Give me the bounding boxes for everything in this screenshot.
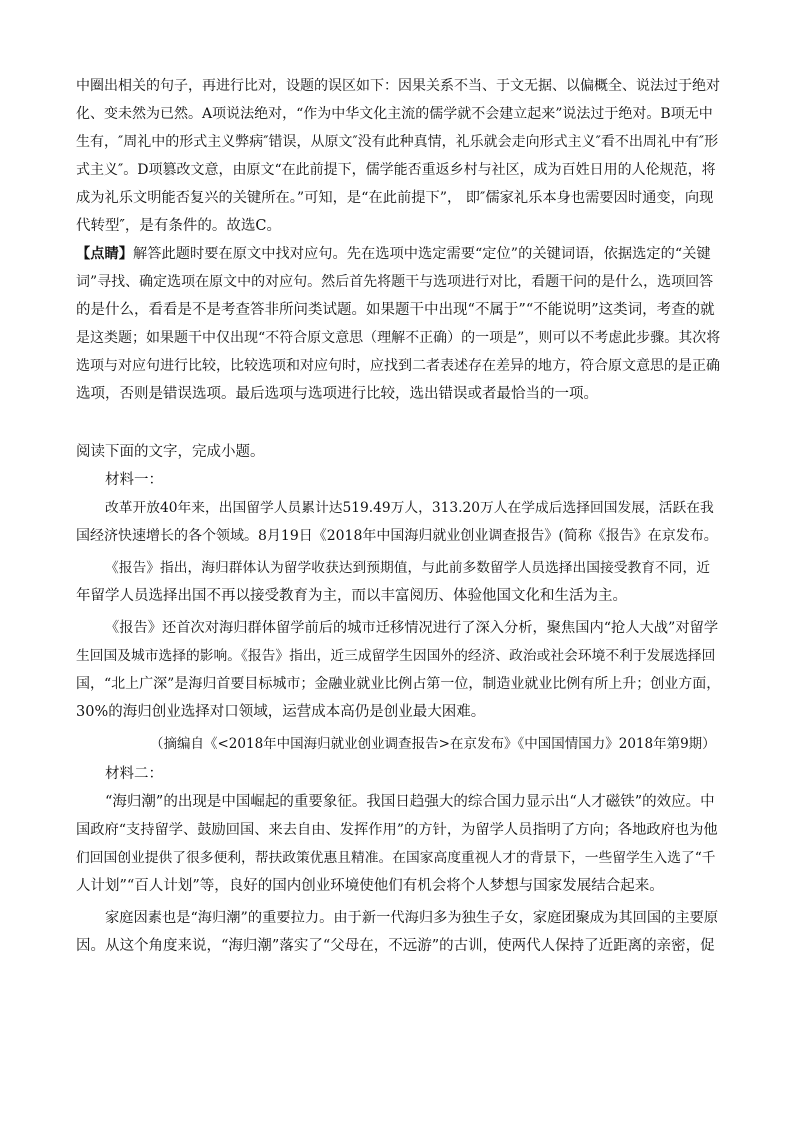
material2-p1-line: 人计划”“百人计划”等，良好的国内创业环境使他们有机会将个人梦想与国家发展结合起来。 bbox=[76, 878, 664, 894]
material2-p1-line: “海归潮”的出现是中国崛起的重要象征。我国日趋强大的综合国力显示出“人才磁铁”的效应。中 bbox=[105, 794, 715, 810]
analysis-line: 代转型″，是有条件的。故选C。 bbox=[76, 218, 282, 234]
tip-line: 词”寻找、确定选项在原文中的对应句。然后首先将题干与选项进行对比，看题干问的是什么，选项回答 bbox=[76, 274, 714, 290]
analysis-line: 式主义″。D项篡改文意，由原文“在此前提下，儒学能否重返乡村与社区，成为百姓日用的人伦规范，将 bbox=[76, 162, 716, 178]
tip-line: 是这类题；如果题干中仅出现“不符合原文意思（理解不正确）的一项是”，则可以不考虑此步骤。其次将 bbox=[76, 330, 721, 346]
analysis-line: 中圈出相关的句子，再进行比对，设题的误区如下：因果关系不当、于文无据、以偏概全、说法过于绝对 bbox=[76, 78, 720, 94]
tip-label: 【点睛】 bbox=[76, 246, 134, 262]
tip-line: 选项与对应句进行比较，比较选项和对应句时，应找到二者表述存在差异的地方，符合原文意思的是正确 bbox=[76, 358, 720, 374]
material1-p2-line: 年留学人员选择出国不再以接受教育为主，而以丰富阅历、体验他国文化和生活为主。 bbox=[76, 588, 627, 604]
material2-p1-line: 们回国创业提供了很多便利，帮扶政策优惠且精准。在国家高度重视人才的背景下，一些留学生入选了“千 bbox=[76, 850, 716, 866]
material1-p3-line: 《报告》还首次对海归群体留学前后的城市迁移情况进行了深入分析，聚焦国内“抢人大战”对留学 bbox=[105, 620, 719, 636]
material2-label: 材料二： bbox=[105, 766, 163, 782]
tip-first-line bbox=[76, 244, 711, 264]
material1-p3-line: 国，“北上广深”是海归首要目标城市；金融业就业比例占第一位，制造业就业比例有所上升；创业方面， bbox=[76, 676, 721, 692]
material1-label: 材料一： bbox=[105, 472, 163, 488]
analysis-line: 化、变未然为已然。A项说法绝对，“作为中华文化主流的儒学就不会建立起来”说法过于绝对。B项无中 bbox=[76, 106, 713, 122]
material2-p2-line: 家庭因素也是“海归潮”的重要拉力。由于新一代海归多为独生子女，家庭团聚成为其回国的主要原 bbox=[105, 910, 719, 926]
analysis-line: 成为礼乐文明能否复兴的关键所在。”可知，是“在此前提下”， 即″儒家礼乐本身也需要因时通变，向现 bbox=[76, 190, 714, 206]
material1-source: （摘编自《<2018年中国海归就业创业调查报告>在京发布》《中国国情国力》2018年第9期） bbox=[150, 736, 716, 752]
tip-line: 的是什么，看看是不是考查答非所问类试题。如果题干中出现“不属于”“不能说明”这类词，考查的就 bbox=[76, 302, 715, 318]
material2-p1-line: 国政府“支持留学、鼓励回国、来去自由、发挥作用”的方针，为留学人员指明了方向；各地政府也为他 bbox=[76, 822, 718, 838]
tip-text: 解答此题时要在原文中找对应句。先在选项中选定需要“定位”的关键词语，依据选定的“关键 bbox=[133, 246, 711, 262]
material1-p1-line: 改革开放40年来，出国留学人员累计达519.49万人，313.20万人在学成后选择回国发展，活跃在我 bbox=[105, 500, 714, 516]
reading-instruction: 阅读下面的文字，完成小题。 bbox=[76, 444, 265, 460]
material1-p1-line: 国经济快速增长的各个领域。8月19日《2018年中国海归就业创业调查报告》(简称《报告》在京发布。 bbox=[76, 528, 718, 544]
material1-p3-line: 30%的海归创业选择对口领域，运营成本高仍是创业最大困难。 bbox=[76, 704, 486, 720]
material1-p3-line: 生回国及城市选择的影响。《报告》指出，近三成留学生因国外的经济、政治或社会环境不利于发展选择回 bbox=[76, 648, 716, 664]
analysis-line: 生有，″周礼中的形式主义弊病″错误，从原文″没有此种真情，礼乐就会走向形式主义″看不出周礼中有″形 bbox=[76, 134, 719, 150]
tip-line: 选项，否则是错误选项。最后选项与选项进行比较，选出错误或者最恰当的一项。 bbox=[76, 386, 598, 402]
material2-p2-line: 因。从这个角度来说，“海归潮”落实了“父母在，不远游”的古训，使两代人保持了近距离的亲密，促 bbox=[76, 938, 715, 954]
material1-p2-line: 《报告》指出，海归群体认为留学收获达到预期值，与此前多数留学人员选择出国接受教育不同，近 bbox=[105, 560, 711, 576]
